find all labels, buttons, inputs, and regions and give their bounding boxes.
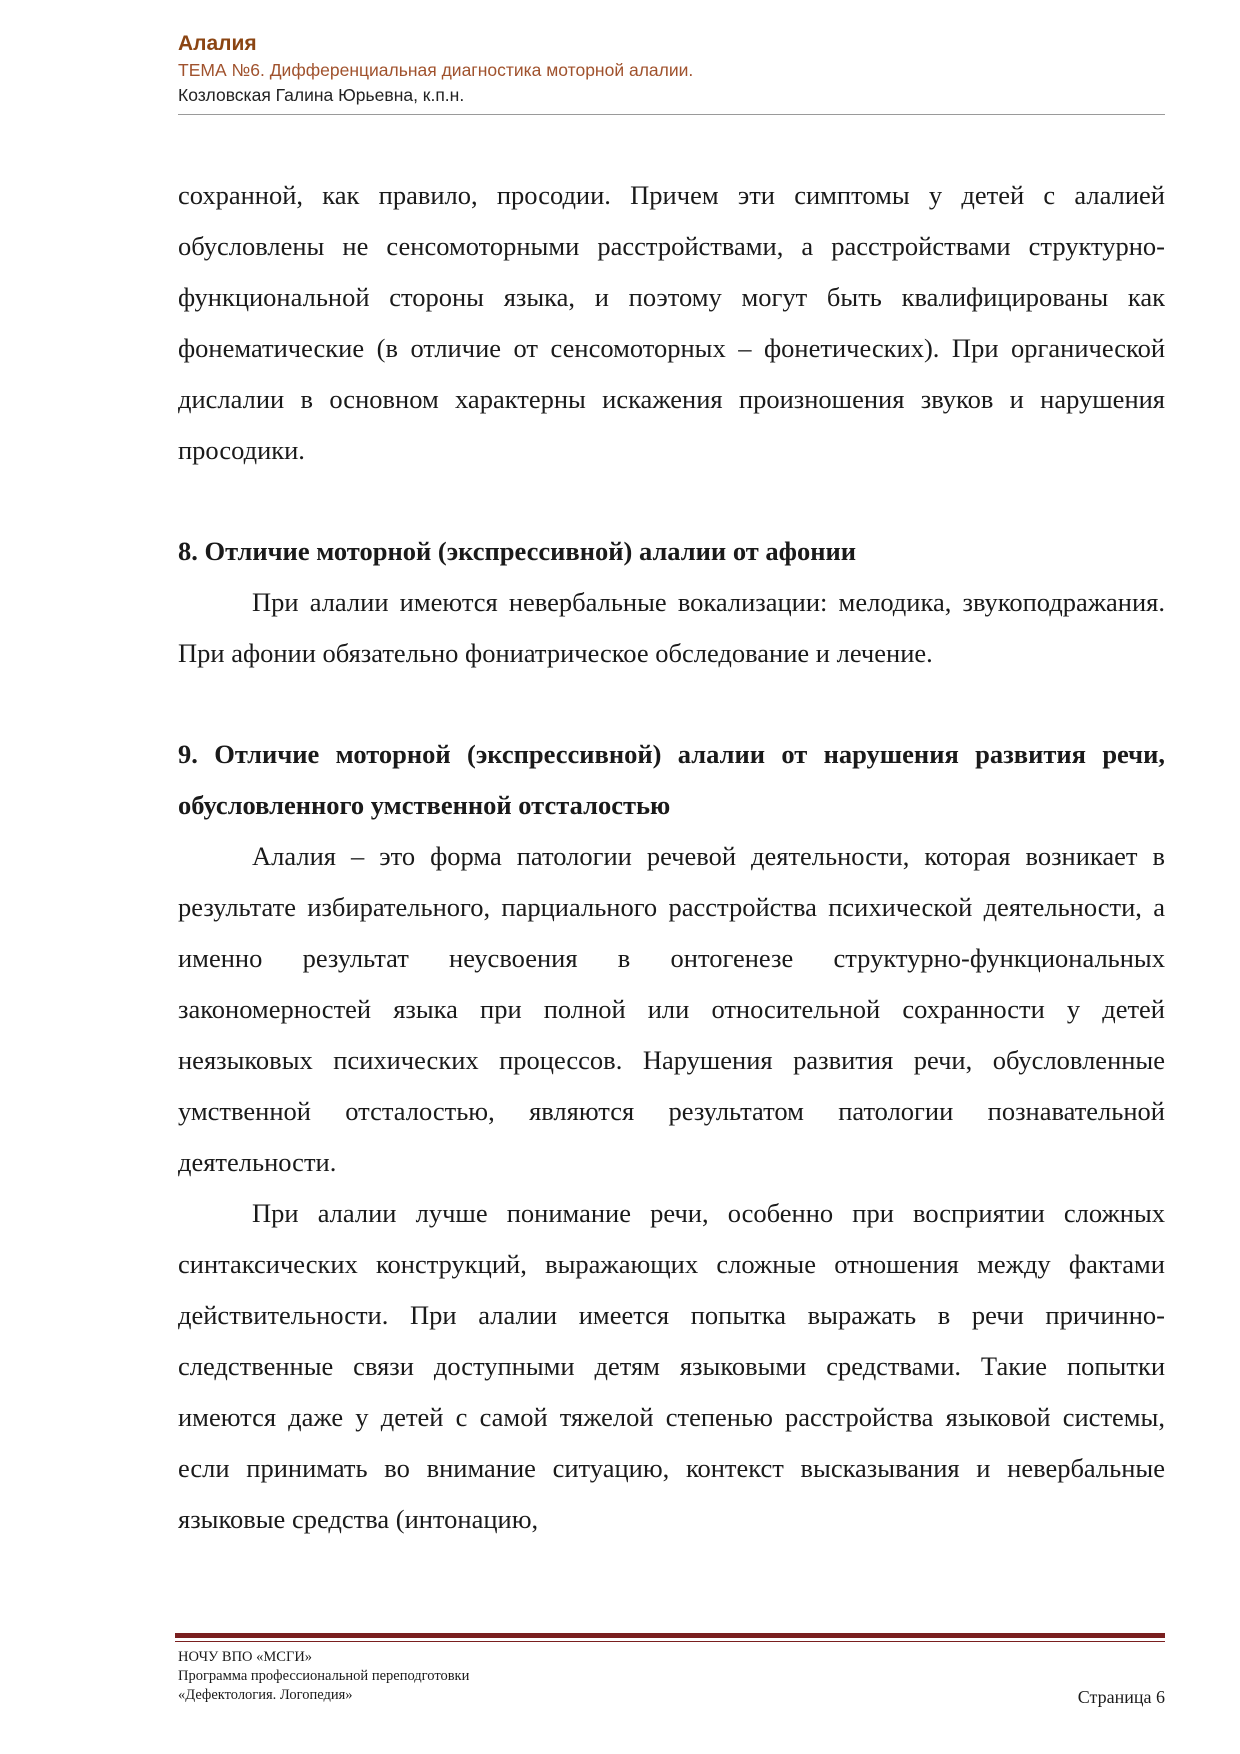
- footer-program: Программа профессиональной переподготовки: [178, 1668, 470, 1684]
- footer-divider-thin: [175, 1641, 1165, 1642]
- spacer: [178, 679, 1165, 729]
- footer-course: «Дефектология. Логопедия»: [178, 1687, 353, 1703]
- section-8-paragraph: При алалии имеются невербальные вокализации: мелодика, звукоподражания. При афонии обязательно фониатрическое обследование и лечение.: [178, 587, 1165, 668]
- page-footer: [178, 1648, 1165, 1705]
- topic-title: ТЕМА №6. Дифференциальная диагностика моторной алалии.: [178, 60, 694, 80]
- section-9-paragraph-1: Алалия – это форма патологии речевой деятельности, которая возникает в результате избирательного, парциального расстройства психической деятельности, а именно результат неусвоения в онтогенезе структурно-функциональных закономерностей языка при полной или относительной сохранности у детей неязыковых психических процессов. Нарушения развития речи, обусловленные умственной отсталостью, являются результатом патологии познавательной деятельности.: [178, 841, 1165, 1177]
- author-line: Козловская Галина Юрьевна, к.п.н.: [178, 85, 465, 105]
- spacer: [178, 476, 1165, 526]
- section-9-paragraph-2: При алалии лучше понимание речи, особенно при восприятии сложных синтаксических конструкций, выражающих сложные отношения между фактами действительности. При алалии имеется попытка выражать в речи причинно-следственные связи доступными детям языковыми средствами. Такие попытки имеются даже у детей с самой тяжелой степенью расстройства языковой системы, если принимать во внимание ситуацию, контекст высказывания и невербальные языковые средства (интонацию,: [178, 1198, 1165, 1534]
- page-number: Страница 6: [1077, 1687, 1165, 1707]
- document-title: Алалия: [178, 32, 257, 55]
- page-body: [178, 170, 1165, 1545]
- footer-divider-thick: [175, 1633, 1165, 1638]
- page-header: [178, 30, 1163, 108]
- footer-org: НОЧУ ВПО «МСГИ»: [178, 1649, 313, 1665]
- section-9-heading: 9. Отличие моторной (экспрессивной) алалии от нарушения развития речи, обусловленного умственной отсталостью: [178, 739, 1165, 820]
- section-8-heading: 8. Отличие моторной (экспрессивной) алалии от афонии: [178, 536, 857, 566]
- header-divider: [178, 114, 1165, 115]
- continuation-paragraph: сохранной, как правило, просодии. Причем эти симптомы у детей с алалией обусловлены не сенсомоторными расстройствами, а расстройствами структурно-функциональной стороны языка, и поэтому могут быть квалифицированы как фонематические (в отличие от сенсомоторных – фонетических). При органической дислалии в основном характерны искажения произношения звуков и нарушения просодики.: [178, 180, 1165, 465]
